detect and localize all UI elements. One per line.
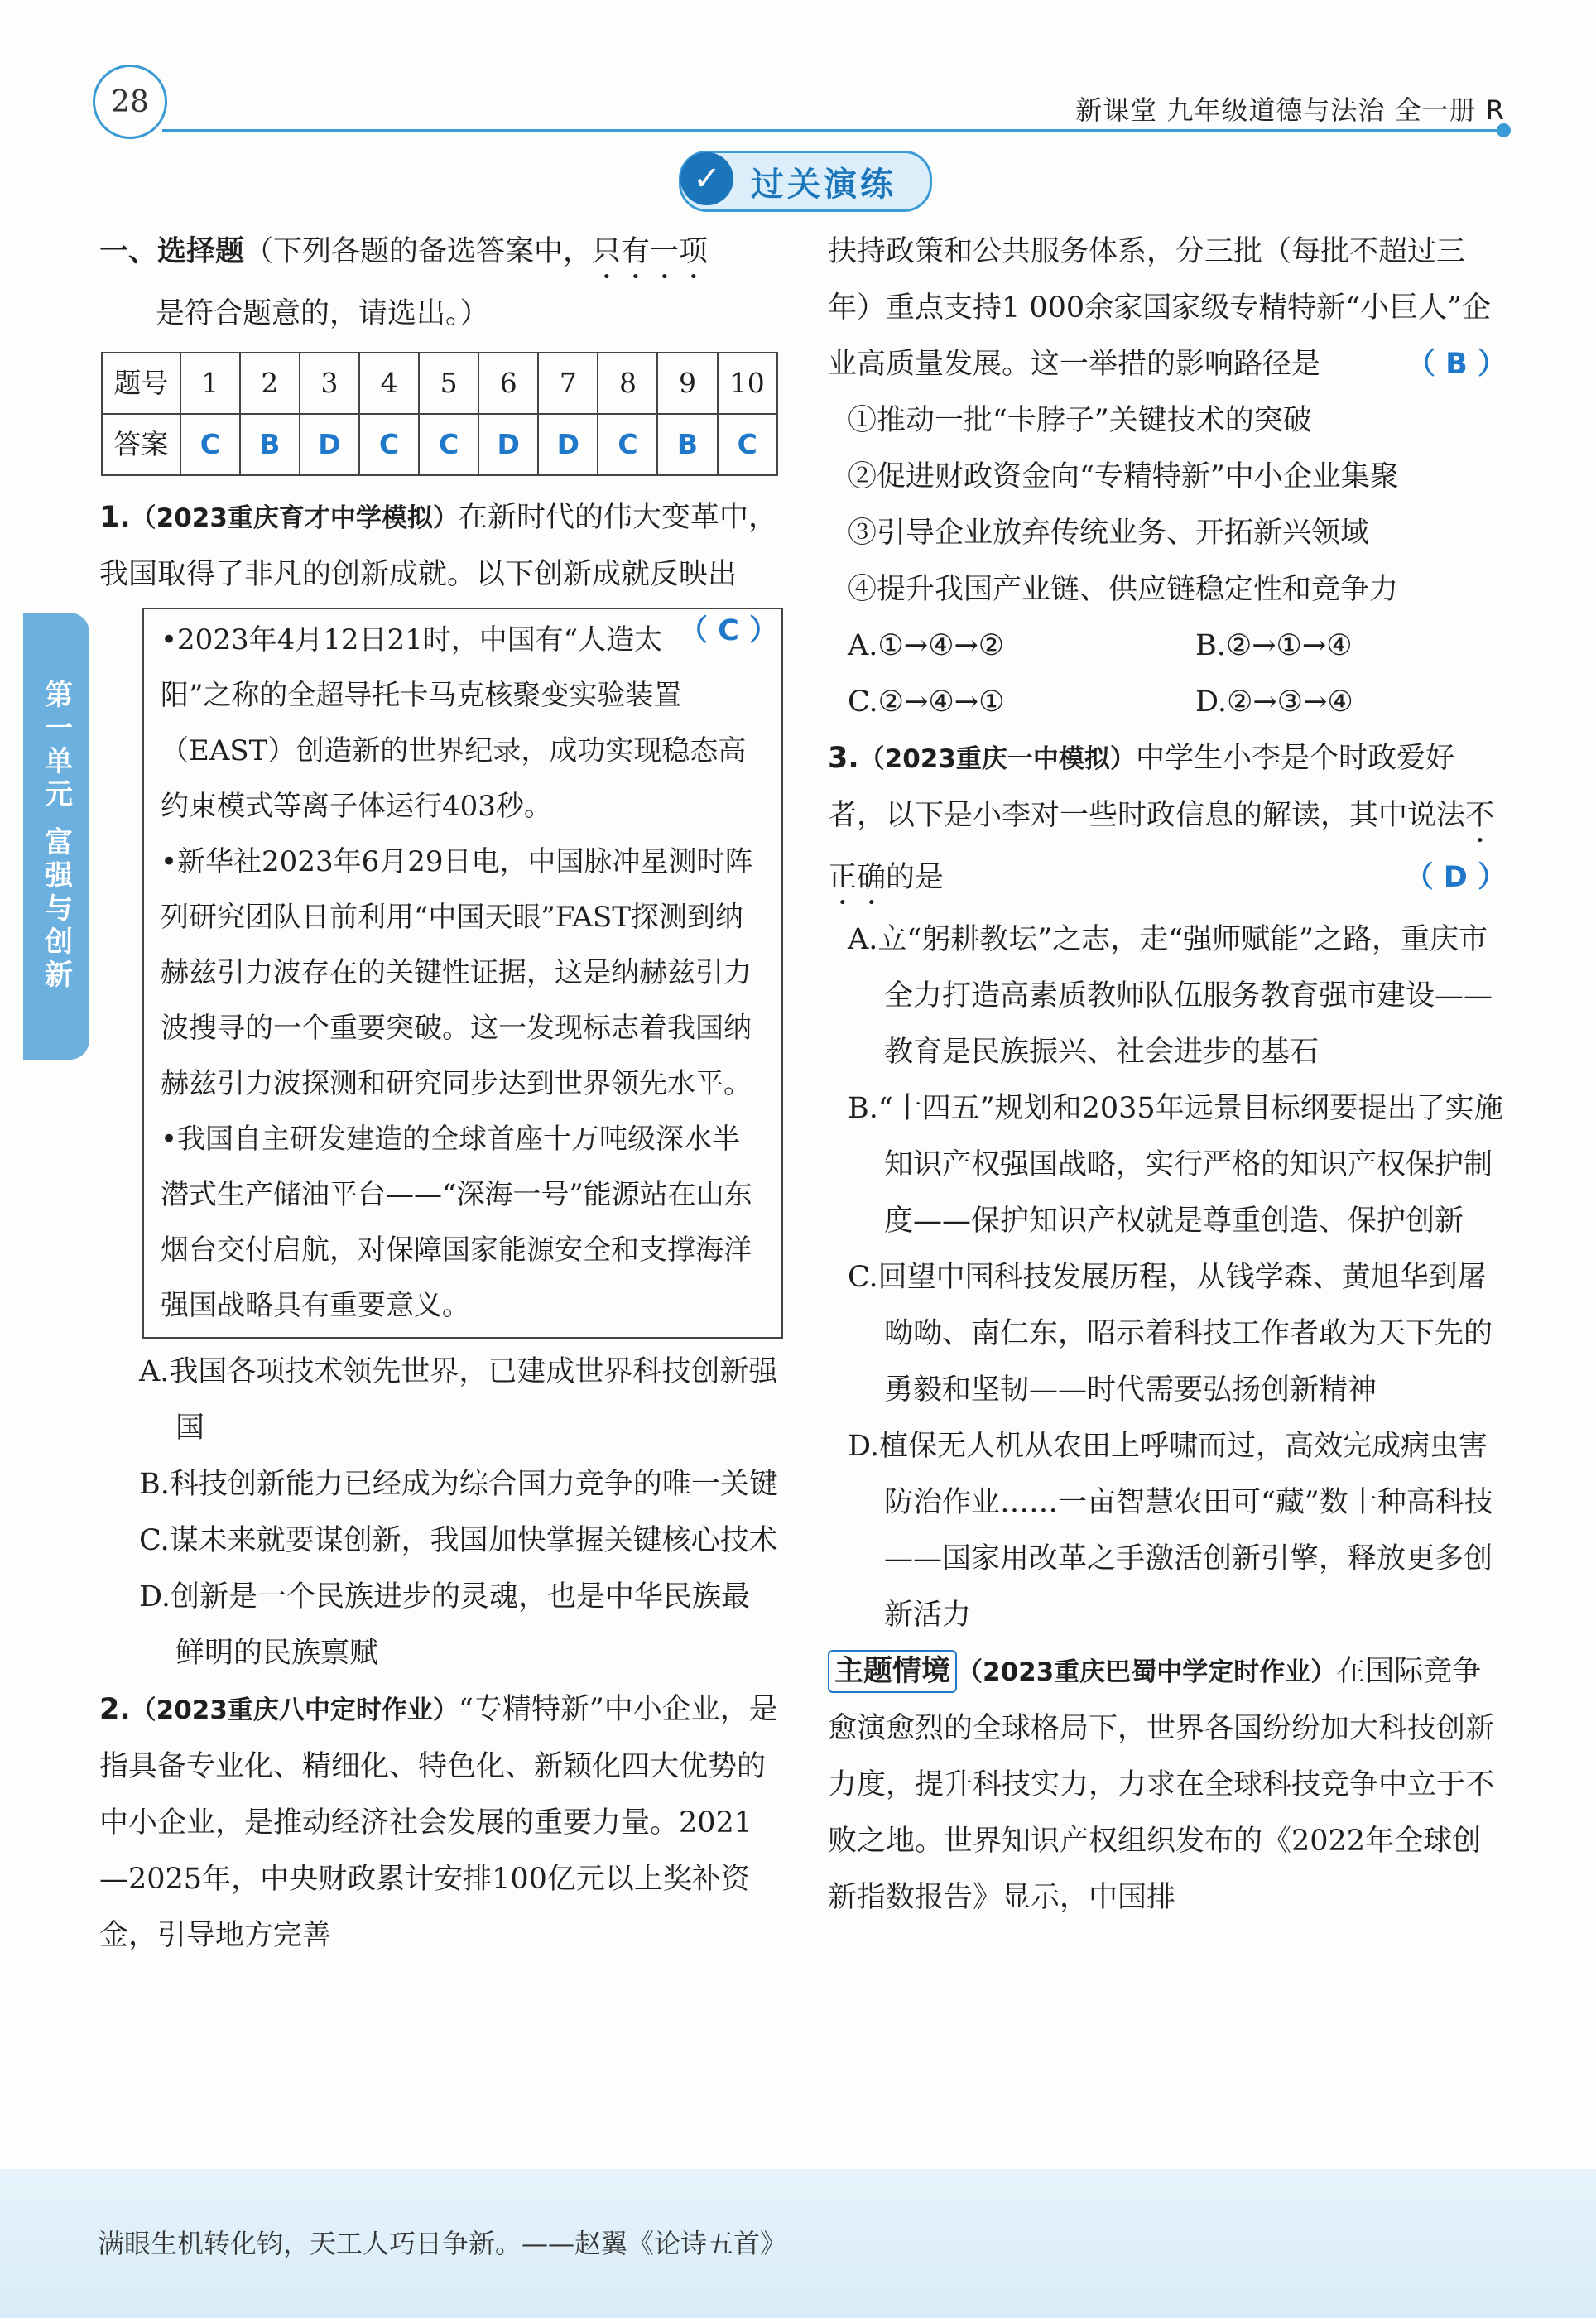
statement-item: ④提升我国产业链、供应链稳定性和竞争力 bbox=[848, 573, 1399, 606]
question-text: 中学生小李是个时政爱好者，以下是小李对一些时政信息的解读，其中说法 bbox=[828, 742, 1466, 832]
question-2-continued bbox=[828, 224, 1507, 392]
answer-cell: B bbox=[240, 414, 300, 475]
left-column bbox=[99, 224, 778, 1964]
table-cell: 5 bbox=[419, 353, 478, 414]
question-source: （2023重庆一中模拟） bbox=[858, 744, 1136, 774]
material-item: •2023年4月12日21时，中国有“人造太阳”之称的全超导托卡马克核聚变实验装置（EAST）创造新的世界纪录，成功实现稳态高约束模式等离子体运行403秒。 bbox=[161, 623, 747, 823]
question-answer: （ D ） bbox=[1404, 861, 1507, 894]
answer-table-row-label: 题号 bbox=[102, 353, 180, 414]
table-cell: 7 bbox=[538, 353, 598, 414]
material-item: •新华社2023年6月29日电，中国脉冲星测时阵列研究团队日前利用“中国天眼”FAST探测到纳赫兹引力波存在的关键性证据，这是纳赫兹引力波搜寻的一个重要突破。这一发现标志着我国纳赫兹引力波探测和研究同步达到世界领先水平。 bbox=[161, 845, 753, 1100]
question-answer: （ B ） bbox=[1406, 348, 1507, 381]
answer-cell: C bbox=[598, 414, 657, 475]
answer-table-row-numbers bbox=[102, 353, 777, 414]
option-b: B.“十四五”规划和2035年远景目标纲要提出了实施知识产权强国战略，实行严格的知识产权保护制度——保护知识产权就是尊重创造、保护创新 bbox=[848, 1092, 1503, 1238]
table-cell: 9 bbox=[657, 353, 717, 414]
option-a: A.①→④→② bbox=[848, 629, 1005, 662]
question-source: （2023重庆育才中学模拟） bbox=[130, 503, 459, 533]
question-1-options bbox=[99, 1344, 778, 1681]
option-a: A.立“躬耕教坛”之志，走“强师赋能”之路，重庆市全力打造高素质教师队伍服务教育强市建设——教育是民族振兴、社会进步的基石 bbox=[848, 923, 1493, 1069]
question-number: 3. bbox=[828, 742, 859, 775]
theme-source: （2023重庆巴蜀中学定时作业） bbox=[957, 1657, 1337, 1687]
answer-cell: D bbox=[478, 414, 538, 475]
answer-table bbox=[101, 352, 778, 476]
section-heading bbox=[99, 224, 778, 342]
section-instruction-post: 是符合题意的，请选出。） bbox=[156, 297, 489, 330]
question-1 bbox=[99, 489, 778, 647]
answer-table-row-answers bbox=[102, 414, 777, 475]
option-c: C.谋未来就要谋创新，我国加快掌握关键核心技术 bbox=[139, 1524, 778, 1557]
statement-item: ③引导企业放弃传统业务、开拓新兴领域 bbox=[848, 517, 1370, 550]
question-text: 在新时代的伟大变革中，我国取得了非凡的创新成就。以下创新成就反映出 bbox=[99, 501, 777, 591]
question-2-items bbox=[828, 392, 1507, 730]
statement-item: ①推动一批“卡脖子”关键技术的突破 bbox=[848, 404, 1312, 437]
answer-table-row-label: 答案 bbox=[102, 414, 180, 475]
material-box bbox=[142, 608, 783, 1339]
answer-cell: D bbox=[538, 414, 598, 475]
option-c: C.回望中国科技发展历程，从钱学森、黄旭华到屠呦呦、南仁东，昭示着科技工作者敢为天下先的勇毅和坚韧——时代需要弘扬创新精神 bbox=[848, 1261, 1493, 1407]
section-instruction-emphasis: 只有一项 bbox=[592, 235, 709, 268]
unit-side-tab: 第一单元 富强与创新 bbox=[23, 613, 89, 1060]
option-c: C.②→④→① bbox=[848, 685, 1005, 719]
statement-item: ②促进财政资金向“专精特新”中小企业集聚 bbox=[848, 460, 1399, 493]
theme-text: 在国际竞争愈演愈烈的全球格局下，世界各国纷纷加大科技创新力度，提升科技实力，力求在全球科技竞争中立于不败之地。世界知识产权组织发布的《2022年全球创新指数报告》显示，中国排 bbox=[828, 1655, 1495, 1914]
check-icon: ✓ bbox=[680, 152, 733, 205]
answer-cell: C bbox=[718, 414, 777, 475]
table-cell: 8 bbox=[598, 353, 657, 414]
question-number: 2. bbox=[99, 1693, 131, 1726]
table-cell: 3 bbox=[300, 353, 359, 414]
question-3 bbox=[828, 730, 1507, 911]
theme-context bbox=[828, 1643, 1507, 1926]
table-cell: 2 bbox=[240, 353, 300, 414]
option-row bbox=[848, 618, 1507, 674]
option-d: D.②→③→④ bbox=[1195, 685, 1353, 719]
question-text-emphasis: 不正确 bbox=[828, 799, 1495, 894]
question-source: （2023重庆八中定时作业） bbox=[130, 1695, 459, 1725]
table-cell: 1 bbox=[180, 353, 240, 414]
right-column bbox=[828, 224, 1507, 1926]
banner-title: 过关演练 bbox=[751, 165, 897, 204]
theme-tag: 主题情境 bbox=[828, 1650, 957, 1693]
question-text: 扶持政策和公共服务体系，分三批（每批不超过三年）重点支持1 000余家国家级专精特新“小巨人”企业高质量发展。这一举措的影响路径是 bbox=[828, 235, 1491, 381]
header-rule bbox=[162, 129, 1503, 132]
section-instruction-pre: （下列各题的备选答案中， bbox=[244, 235, 593, 268]
option-d: D.植保无人机从农田上呼啸而过，高效完成病虫害防治作业……一亩智慧农田可“藏”数十种高科技——国家用改革之手激活创新引擎，释放更多创新活力 bbox=[848, 1430, 1493, 1632]
question-answer: （ C ） bbox=[678, 614, 778, 647]
question-3-options bbox=[828, 911, 1507, 1643]
page-number: 28 bbox=[93, 65, 167, 139]
section-title: 一、选择题 bbox=[99, 235, 245, 268]
answer-cell: C bbox=[419, 414, 478, 475]
table-cell: 10 bbox=[718, 353, 777, 414]
option-d: D.创新是一个民族进步的灵魂，也是中华民族最鲜明的民族禀赋 bbox=[139, 1580, 750, 1670]
question-text: “专精特新”中小企业，是指具备专业化、精细化、特色化、新颖化四大优势的中小企业，是推动经济社会发展的重要力量。2021—2025年，中央财政累计安排100亿元以上奖补资金，引导地方完善 bbox=[99, 1693, 778, 1952]
answer-cell: C bbox=[180, 414, 240, 475]
book-title: 新课堂 九年级道德与法治 全一册 R bbox=[1075, 94, 1505, 126]
question-2 bbox=[99, 1681, 778, 1964]
answer-cell: B bbox=[657, 414, 717, 475]
option-row bbox=[848, 674, 1507, 730]
answer-cell: D bbox=[300, 414, 359, 475]
table-cell: 4 bbox=[359, 353, 419, 414]
question-text: 的是 bbox=[886, 861, 945, 894]
option-b: B.②→①→④ bbox=[1195, 629, 1353, 662]
option-a: A.我国各项技术领先世界，已建成世界科技创新强国 bbox=[139, 1355, 778, 1445]
footer-quote: 满眼生机转化钧，天工人巧日争新。——赵翼《论诗五首》 bbox=[98, 2228, 787, 2259]
material-item: •我国自主研发建造的全球首座十万吨级深水半潜式生产储油平台——“深海一号”能源站在山东烟台交付启航，对保障国家能源安全和支撑海洋强国战略具有重要意义。 bbox=[161, 1123, 752, 1322]
table-cell: 6 bbox=[478, 353, 538, 414]
question-number: 1. bbox=[99, 501, 131, 534]
option-b: B.科技创新能力已经成为综合国力竞争的唯一关键 bbox=[139, 1468, 778, 1501]
answer-cell: C bbox=[359, 414, 419, 475]
